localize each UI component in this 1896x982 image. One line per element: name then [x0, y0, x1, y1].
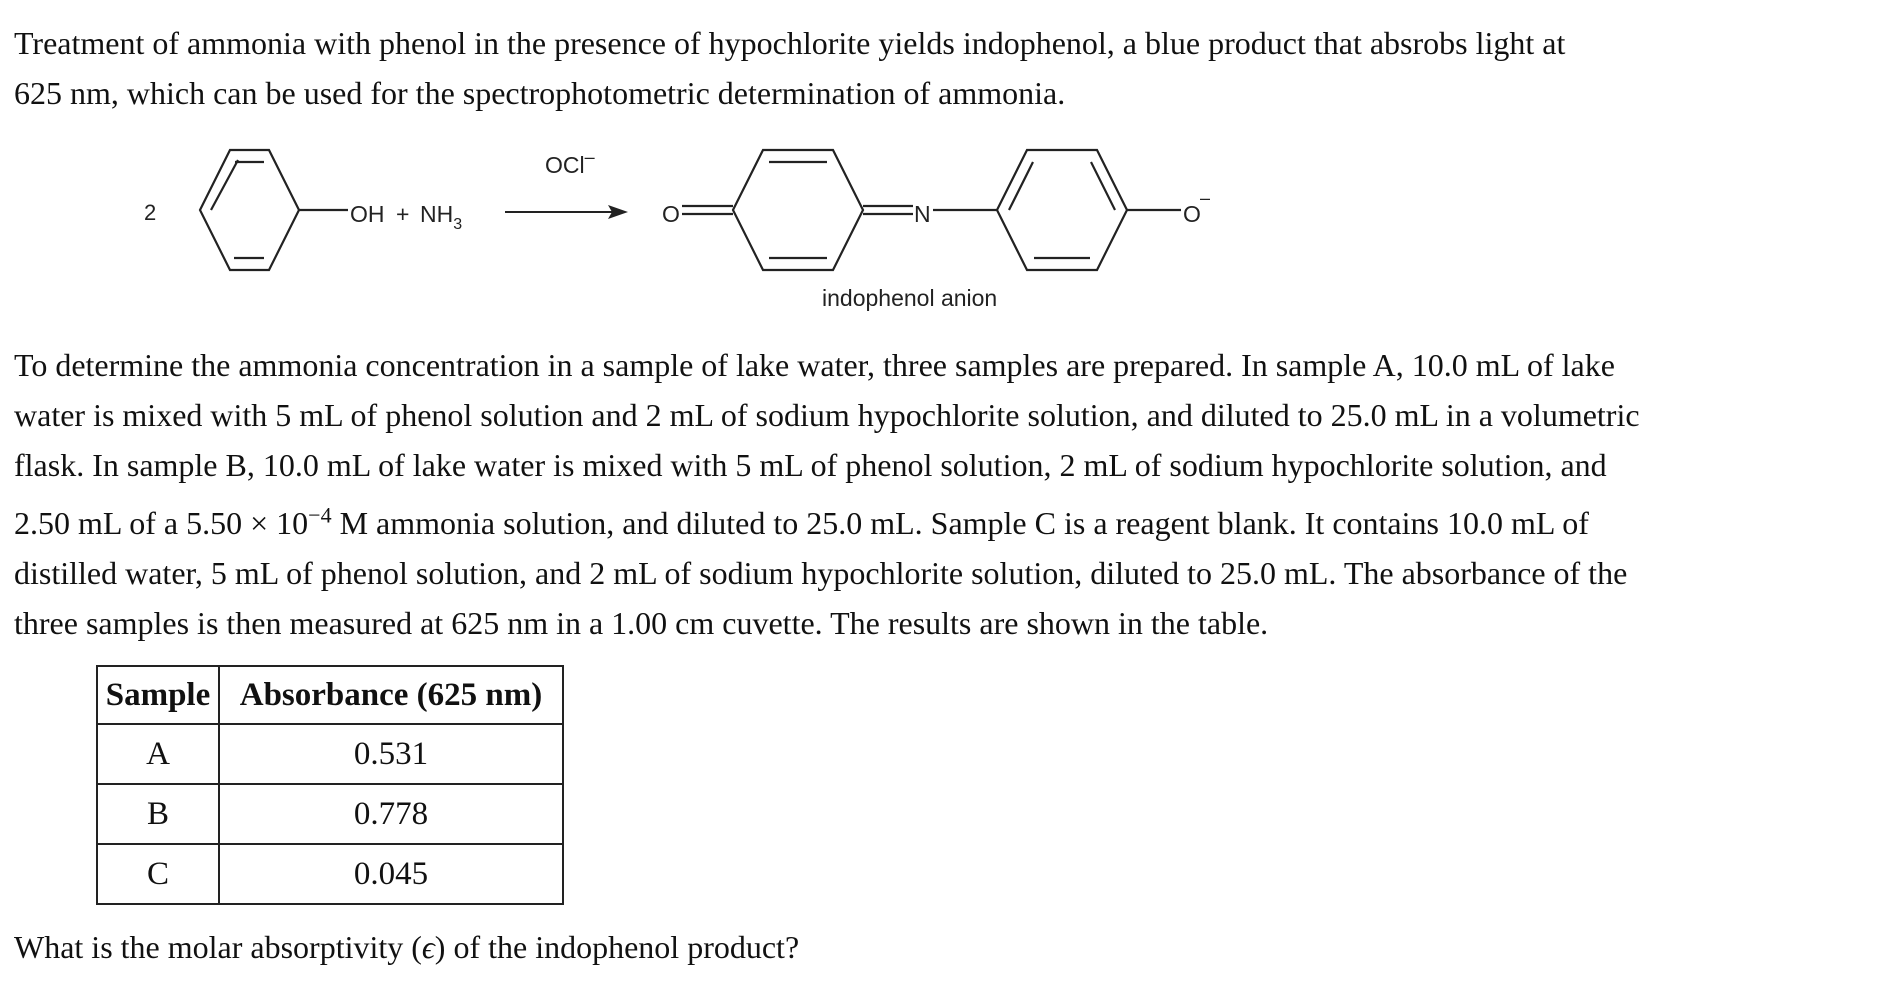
- absorbance-cell: 0.045: [219, 844, 563, 904]
- epsilon-symbol: ϵ: [421, 929, 435, 965]
- procedure-line: three samples is then measured at 625 nm in a 1.00 cm cuvette. The results are shown in the table.: [14, 604, 1269, 641]
- hydroxyl-group: OH: [350, 201, 385, 227]
- reagent-hypochlorite: OCl–: [545, 147, 595, 178]
- procedure-line: water is mixed with 5 mL of phenol solution and 2 mL of sodium hypochlorite solution, and diluted to 25.0 mL in a volumetric: [14, 397, 1640, 433]
- sample-cell: A: [97, 724, 219, 784]
- absorbance-cell: 0.778: [219, 784, 563, 844]
- exponent: −4: [308, 502, 332, 527]
- question-text: What is the molar absorptivity (ϵ) of the indophenol product?: [14, 929, 800, 965]
- procedure-line: flask. In sample B, 10.0 mL of lake water is mixed with 5 mL of phenol solution, 2 mL of sodium hypochlorite solution, and: [14, 447, 1607, 483]
- intro-line: 625 nm, which can be used for the spectrophotometric determination of ammonia.: [14, 75, 1066, 111]
- intro-paragraph: [14, 18, 1874, 118]
- benzene-ring-phenolate: [997, 150, 1127, 270]
- product-label: indophenol anion: [822, 285, 998, 311]
- plus-sign: +: [396, 201, 410, 227]
- procedure-line: distilled water, 5 mL of phenol solution, and 2 mL of sodium hypochlorite solution, diluted to 25.0 mL. The absorbance of the: [14, 554, 1628, 591]
- header-sample: Sample: [97, 666, 219, 724]
- coefficient: 2: [144, 200, 157, 225]
- quinone-ring: [682, 150, 913, 270]
- header-absorbance: Absorbance (625 nm): [219, 666, 563, 724]
- sample-cell: C: [97, 844, 219, 904]
- oxo-atom: O: [662, 201, 680, 227]
- benzene-ring-phenol: [200, 150, 299, 270]
- procedure-line: To determine the ammonia concentration in a sample of lake water, three samples are prepared. In sample A, 10.0 mL of lake: [14, 347, 1615, 383]
- absorbance-cell: 0.531: [219, 724, 563, 784]
- ammonia: $NH_3$: [420, 201, 463, 233]
- oxide-atom: O: [1183, 201, 1201, 227]
- nitrogen-atom: N: [914, 201, 931, 227]
- table-row: [97, 844, 563, 904]
- sample-cell: B: [97, 784, 219, 844]
- table-row: [97, 724, 563, 784]
- table-header-row: [97, 666, 563, 724]
- reaction-scheme: [0, 130, 1896, 330]
- oxide-charge: –: [1200, 188, 1211, 208]
- intro-line: Treatment of ammonia with phenol in the presence of hypochlorite yields indophenol, a blue product that absrobs light at: [14, 25, 1566, 61]
- procedure-line: 2.50 mL of a $5.50 \times 10^{-4}$ M ammonia solution, and diluted to 25.0 mL. Sample C is a reagent blank. It contains 10.0 mL of: [14, 502, 1589, 541]
- procedure-paragraph: [14, 340, 1884, 648]
- table-row: [97, 784, 563, 844]
- results-table: [96, 665, 564, 905]
